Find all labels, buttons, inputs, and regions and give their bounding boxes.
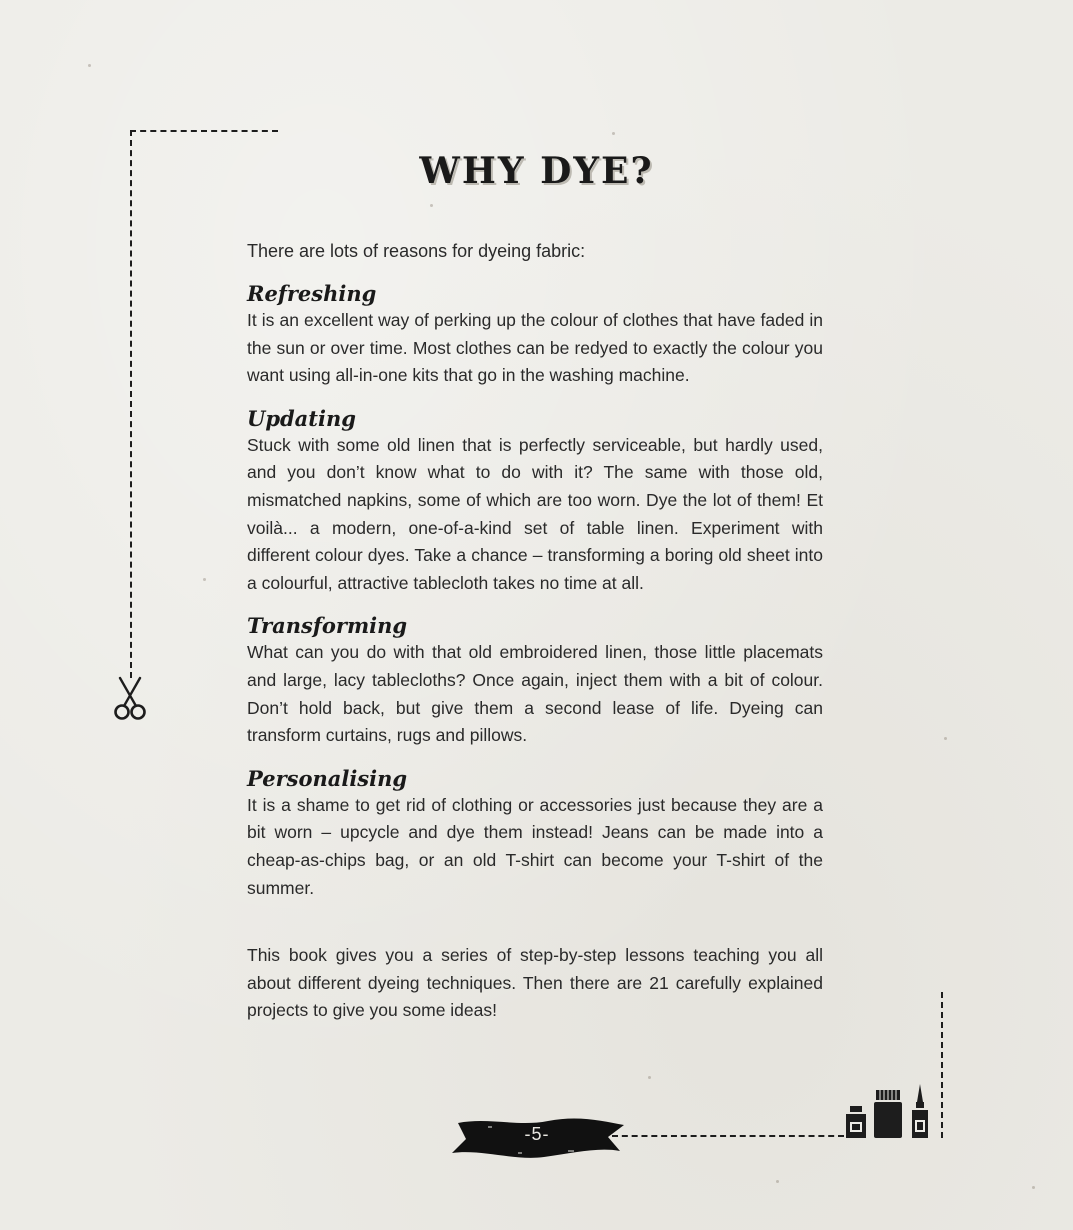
section-heading: Refreshing bbox=[247, 281, 377, 306]
section-transforming bbox=[247, 613, 823, 749]
dashed-cut-line-right bbox=[941, 992, 943, 1138]
page-title: WHY DYE? bbox=[419, 150, 654, 192]
section-updating bbox=[247, 406, 823, 598]
section-body: It is a shame to get rid of clothing or accessories just because they are a bit worn – upcycle and dye them instead! Jeans can be made into a cheap-as-chips bag, or an old T-shirt can become your T-shirt of the summer. bbox=[247, 794, 823, 898]
page-number: -5- bbox=[524, 1124, 550, 1144]
paper-speck bbox=[944, 737, 947, 740]
paper-speck bbox=[203, 578, 206, 581]
paper-speck bbox=[88, 64, 91, 67]
section-heading: Personalising bbox=[247, 765, 408, 791]
scissors-icon bbox=[112, 676, 148, 722]
section-heading: Updating bbox=[247, 405, 356, 431]
dye-bottles-icon bbox=[840, 1082, 940, 1140]
section-body: It is an excellent way of perking up the colour of clothes that have faded in the sun or over time. Most clothes can be redyed to exactly the colour you want using all-in-one kits that go in the washing machine. bbox=[247, 310, 823, 386]
paper-speck bbox=[776, 1180, 779, 1183]
paper-speck bbox=[430, 204, 433, 207]
section-heading: Transforming bbox=[247, 613, 408, 639]
article-body bbox=[247, 237, 823, 1025]
section-refreshing bbox=[247, 281, 823, 390]
outro-paragraph: This book gives you a series of step-by-step lessons teaching you all about different dyeing techniques. Then there are 21 carefully explained projects to give you some ideas! bbox=[247, 945, 823, 1021]
paper-speck bbox=[1032, 1186, 1035, 1189]
section-body: Stuck with some old linen that is perfectly serviceable, but hardly used, and you don’t know what to do with it? The same with those old, mismatched napkins, some of which are too worn. Dye the lot of them! Et voilà... a modern, one-of-a-kind set of table linen. Experiment with different colour dyes. Take a chance – transforming a boring old sheet into a colourful, attractive tablecloth takes no time at all. bbox=[247, 434, 823, 593]
paper-speck bbox=[612, 132, 615, 135]
section-body: What can you do with that old embroidered linen, those little placemats and large, lacy tablecloths? Once again, inject them with a bit of colour. Don’t hold back, but give them a second lease of life. Dyeing can transform curtains, rugs and pillows. bbox=[247, 642, 823, 746]
paper-speck bbox=[648, 1076, 651, 1079]
dashed-cut-line-left bbox=[130, 130, 132, 678]
dashed-cut-line-top bbox=[130, 130, 278, 132]
dashed-cut-line-bottom bbox=[612, 1135, 844, 1137]
intro-paragraph: There are lots of reasons for dyeing fabric: bbox=[247, 241, 586, 261]
section-personalising bbox=[247, 766, 823, 902]
